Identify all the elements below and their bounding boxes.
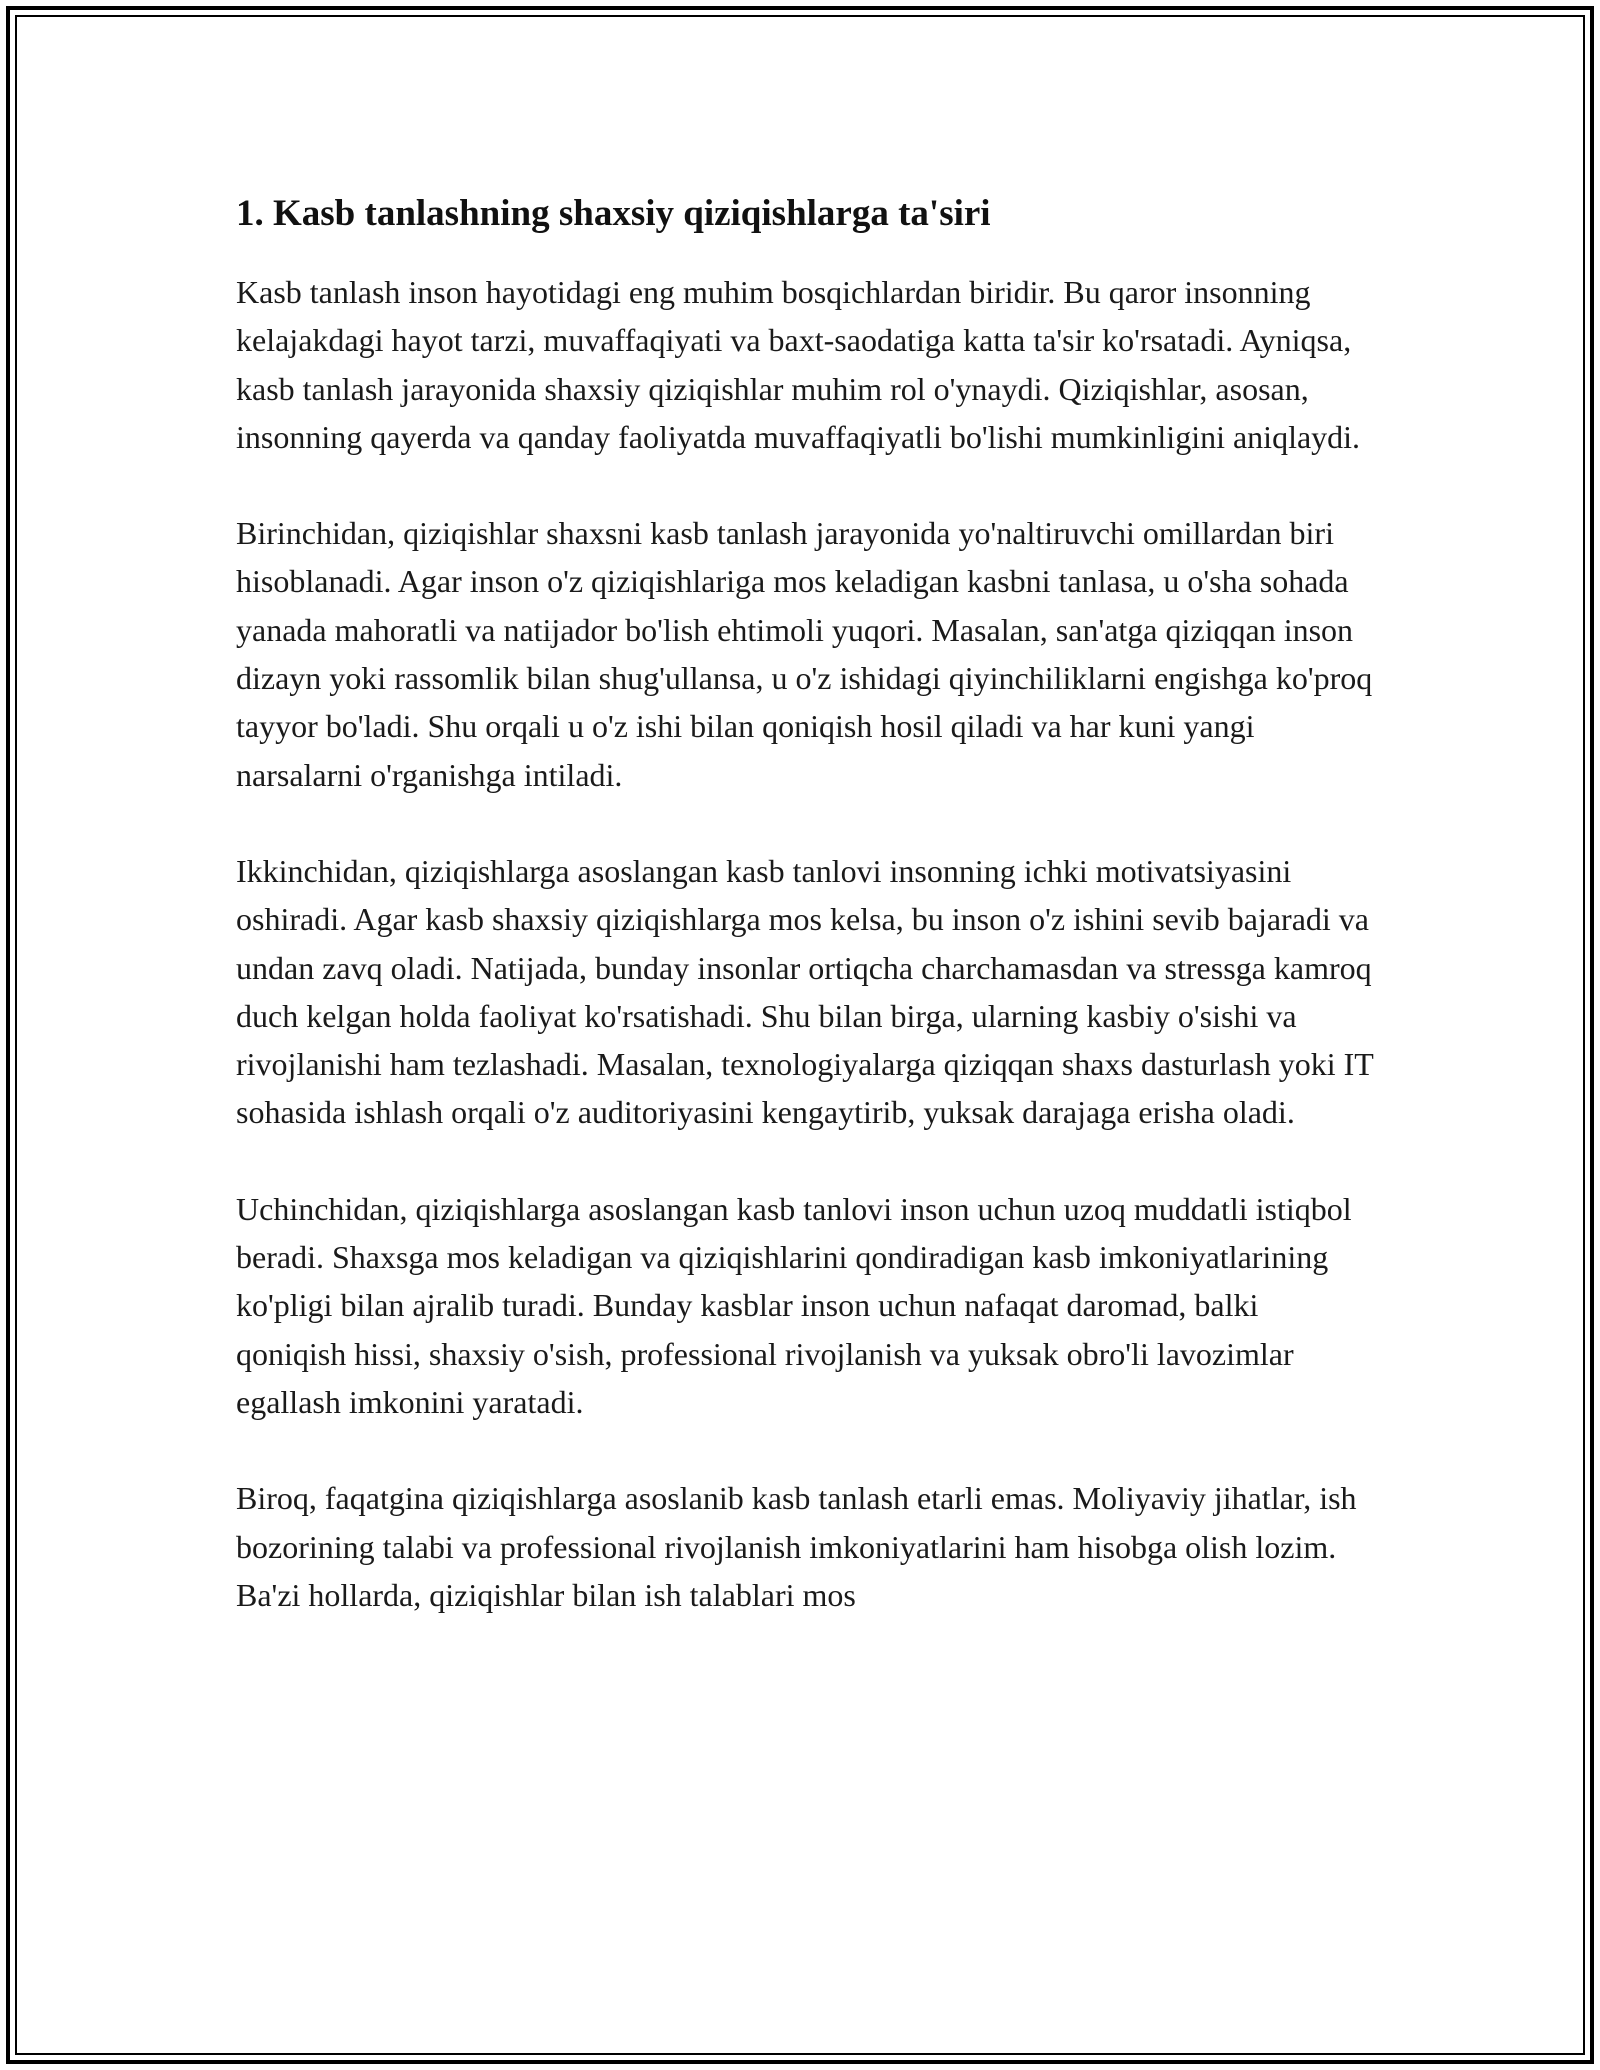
document-body (236, 186, 1376, 1667)
paragraph-first-point: Birinchidan, qiziqishlar shaxsni kasb tanlash jarayonida yo'naltiruvchi omillardan biri hisoblanadi. Agar inson o'z qiziqishlariga mos keladigan kasbni tanlasa, u o'sha sohada yanada mahoratli va natijador bo'lish ehtimoli yuqori. Masalan, san'atga qiziqqan inson dizayn yoki rassomlik bilan shug'ullansa, u o'z ishidagi qiyinchiliklarni engishga ko'proq tayyor bo'ladi. Shu orqali u o'z ishi bilan qoniqish hosil qiladi va har kuni yangi narsalarni o'rganishga intiladi. (236, 515, 1373, 793)
paragraph-intro: Kasb tanlash inson hayotidagi eng muhim bosqichlardan biridir. Bu qaror insonning kelajakdagi hayot tarzi, muvaffaqiyati va baxt-saodatiga katta ta'sir ko'rsatadi. Ayniqsa, kasb tanlash jarayonida shaxsiy qiziqishlar muhim rol o'ynaydi. Qiziqishlar, asosan, insonning qayerda va qanday faoliyatda muvaffaqiyatli bo'lishi mumkinligini aniqlaydi. (236, 274, 1361, 455)
section-heading: 1. Kasb tanlashning shaxsiy qiziqishlarga ta'siri (236, 193, 991, 234)
paragraph-second-point: Ikkinchidan, qiziqishlarga asoslangan kasb tanlovi insonning ichki motivatsiyasini oshiradi. Agar kasb shaxsiy qiziqishlarga mos kelsa, bu inson o'z ishini sevib bajaradi va undan zavq oladi. Natijada, bunday insonlar ortiqcha charchamasdan va stressga kamroq duch kelgan holda faoliyat ko'rsatishadi. Shu bilan birga, ularning kasbiy o'sishi va rivojlanishi ham tezlashadi. Masalan, texnologiyalarga qiziqqan shaxs dasturlash yoki IT sohasida ishlash orqali o'z auditoriyasini kengaytirib, yuksak darajaga erisha oladi. (236, 852, 1374, 1131)
paragraph-third-point: Uchinchidan, qiziqishlarga asoslangan kasb tanlovi inson uchun uzoq muddatli istiqbol beradi. Shaxsga mos keladigan va qiziqishlarini qondiradigan kasb imkoniyatlarining ko'pligi bilan ajralib turadi. Bunday kasblar inson uchun nafaqat daromad, balki qoniqish hissi, shaxsiy o'sish, professional rivojlanish va yuksak obro'li lavozimlar egallash imkonini yaratadi. (236, 1190, 1352, 1420)
paragraph-caveat: Biroq, faqatgina qiziqishlarga asoslanib kasb tanlash etarli emas. Moliyaviy jihatlar, ish bozorining talabi va professional rivojlanish imkoniyatlarini ham hisobga olish lozim. Ba'zi hollarda, qiziqishlar bilan ish talablari mos (236, 1480, 1357, 1613)
